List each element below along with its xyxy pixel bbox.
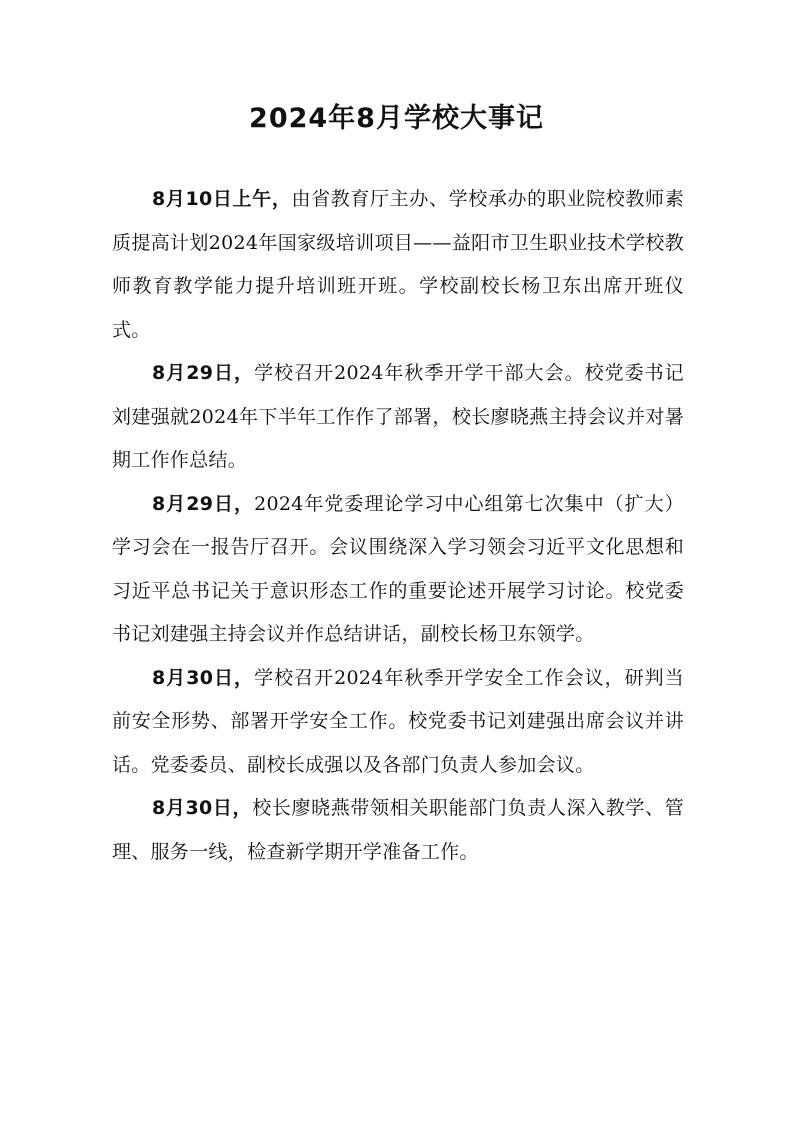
entry-date: 8月30日， [152,666,255,689]
entry-date: 8月10日上午， [152,188,292,210]
chronicle-entry [112,483,684,657]
entry-date: 8月30日， [152,797,253,819]
chronicle-entry [112,657,684,788]
entry-text: 学校召开2024年秋季开学安全工作会议，研判当前安全形势、部署开学安全工作。校党委书记刘建强出席会议并讲话。党委委员、副校长成强以及各部门负责人参加会议。 [112,666,684,776]
page-title: 2024年8月学校大事记 [249,103,544,134]
entry-date: 8月29日， [152,362,255,384]
chronicle-entry [112,178,684,352]
chronicle-entry [112,352,684,483]
chronicle-body [112,178,684,874]
chronicle-entry [112,787,684,874]
entry-text: 学校召开2024年秋季开学干部大会。校党委书记刘建强就2024年下半年工作作了部署，校长廖晓燕主持会议并对暑期工作作总结。 [112,362,684,471]
entry-text: 2024年党委理论学习中心组第七次集中（扩大）学习会在一报告厅召开。会议围绕深入学习领会习近平文化思想和习近平总书记关于意识形态工作的重要论述开展学习讨论。校党委书记刘建强主持会议并作总结讲话，副校长杨卫东领学。 [112,492,684,645]
entry-text: 由省教育厅主办、学校承办的职业院校教师素质提高计划2024年国家级培训项目——益阳市卫生职业技术学校教师教育教学能力提升培训班开班。学校副校长杨卫东出席开班仪式。 [112,188,684,341]
entry-text: 校长廖晓燕带领相关职能部门负责人深入教学、管理、服务一线，检查新学期开学准备工作。 [112,797,684,863]
entry-date: 8月29日， [152,492,255,515]
